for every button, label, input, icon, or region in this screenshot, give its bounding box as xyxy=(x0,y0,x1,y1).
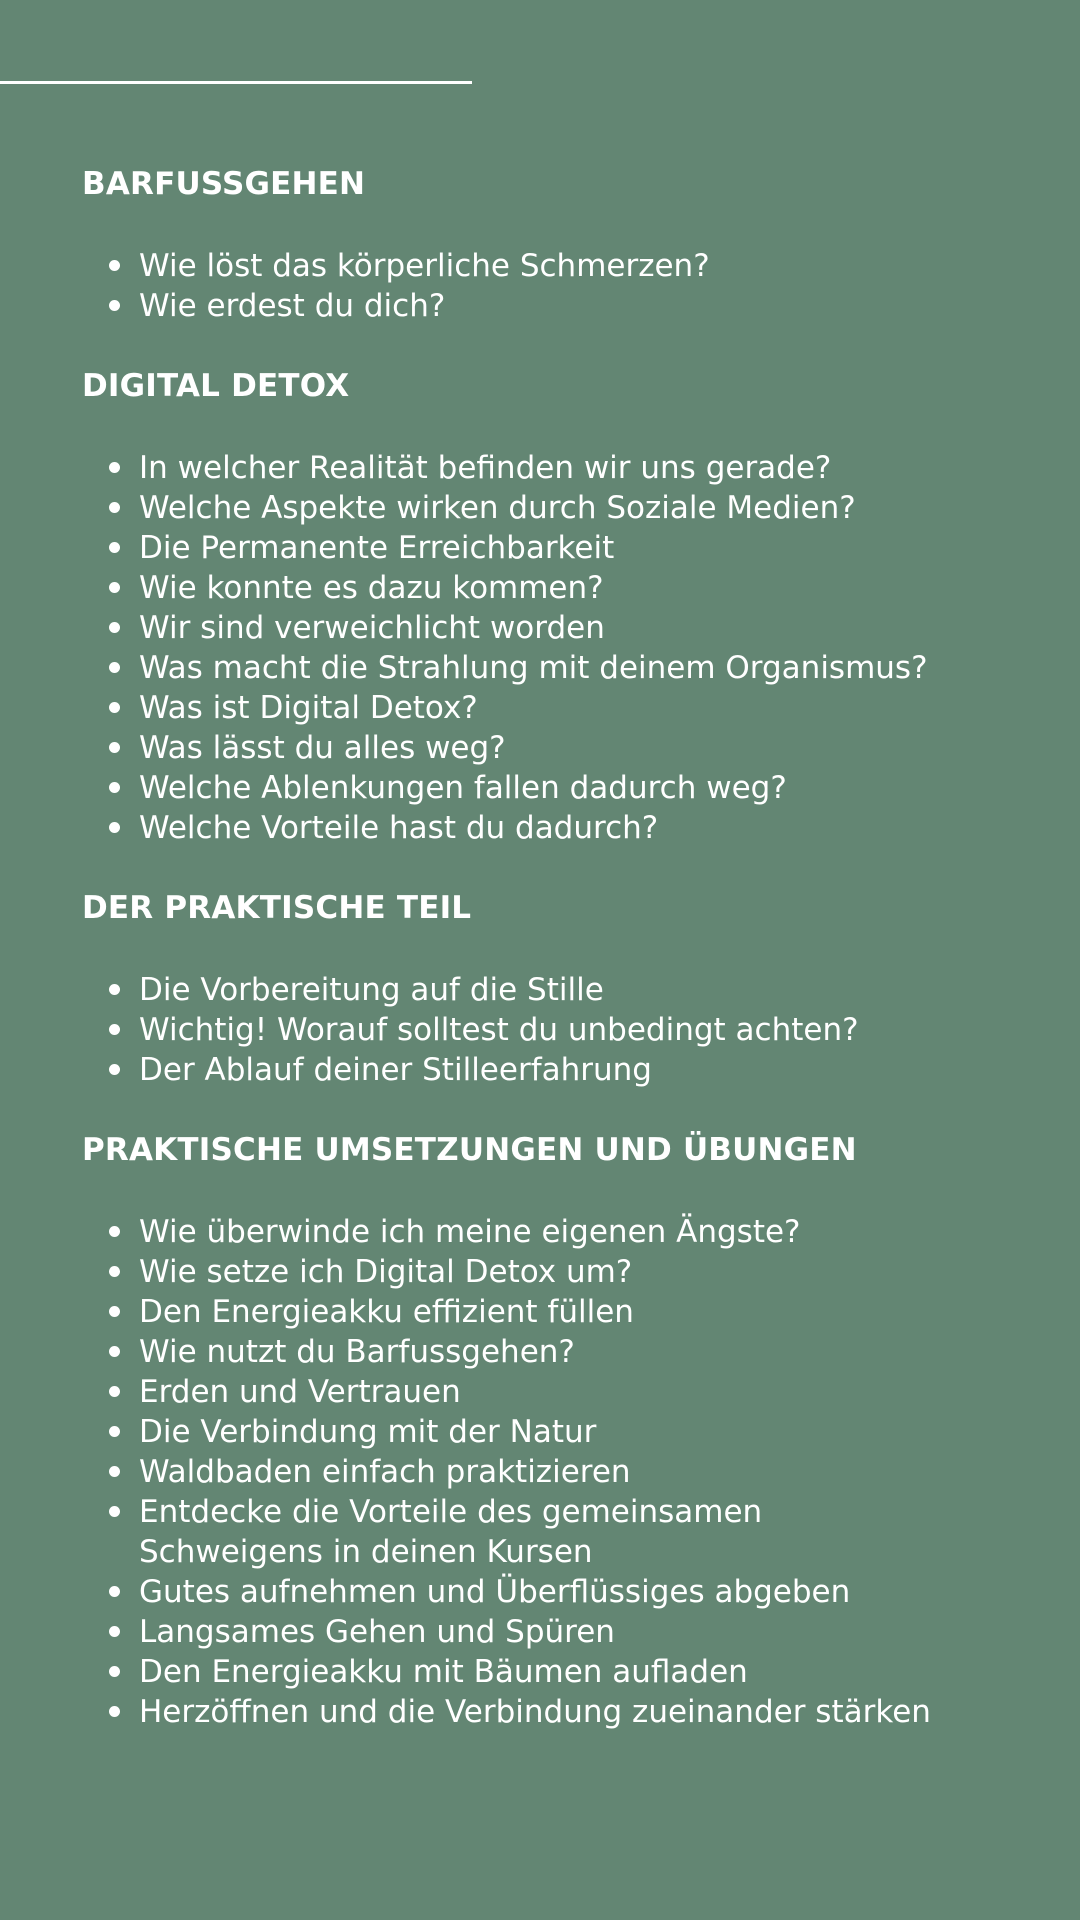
list-item: Entdecke die Vorteile des gemeinsamen Schweigens in deinen Kursen xyxy=(82,1492,829,1572)
list-item: Wie nutzt du Barfussgehen? xyxy=(82,1332,931,1372)
bullet-icon xyxy=(109,782,120,793)
bullet-icon xyxy=(109,1226,120,1237)
bullet-icon xyxy=(109,1626,120,1637)
bullet-icon xyxy=(109,1386,120,1397)
bullet-icon xyxy=(109,260,120,271)
list-item: Waldbaden einfach praktizieren xyxy=(82,1452,931,1492)
list-item: Welche Aspekte wirken durch Soziale Medien? xyxy=(82,488,928,528)
list-item: Welche Ablenkungen fallen dadurch weg? xyxy=(82,768,928,808)
section-list-barfussgehen xyxy=(82,246,710,326)
bullet-icon xyxy=(109,1466,120,1477)
top-divider-line xyxy=(0,81,472,84)
list-item: Wichtig! Worauf solltest du unbedingt achten? xyxy=(82,1010,859,1050)
bullet-icon xyxy=(109,1706,120,1717)
bullet-icon xyxy=(109,1306,120,1317)
bullet-icon xyxy=(109,582,120,593)
section-list-der-praktische-teil xyxy=(82,970,859,1090)
list-item: Langsames Gehen und Spüren xyxy=(82,1612,931,1652)
section-title-praktische-umsetzungen: PRAKTISCHE UMSETZUNGEN UND ÜBUNGEN xyxy=(82,1132,857,1168)
list-item: Was macht die Strahlung mit deinem Organismus? xyxy=(82,648,928,688)
list-item: Die Vorbereitung auf die Stille xyxy=(82,970,859,1010)
section-title-digital-detox: DIGITAL DETOX xyxy=(82,368,350,404)
list-item: Erden und Vertrauen xyxy=(82,1372,931,1412)
list-item: Was lässt du alles weg? xyxy=(82,728,928,768)
list-item: Wir sind verweichlicht worden xyxy=(82,608,928,648)
bullet-icon xyxy=(109,742,120,753)
list-item: Wie setze ich Digital Detox um? xyxy=(82,1252,931,1292)
bullet-icon xyxy=(109,1064,120,1075)
list-item: Die Permanente Erreichbarkeit xyxy=(82,528,928,568)
bullet-icon xyxy=(109,1666,120,1677)
list-item: In welcher Realität befinden wir uns gerade? xyxy=(82,448,928,488)
section-list-digital-detox xyxy=(82,448,928,848)
bullet-icon xyxy=(109,1426,120,1437)
list-item: Was ist Digital Detox? xyxy=(82,688,928,728)
list-item: Wie löst das körperliche Schmerzen? xyxy=(82,246,710,286)
section-title-barfussgehen: BARFUSSGEHEN xyxy=(82,166,366,202)
bullet-icon xyxy=(109,984,120,995)
list-item: Herzöffnen und die Verbindung zueinander stärken xyxy=(82,1692,931,1732)
bullet-icon xyxy=(109,502,120,513)
bullet-icon xyxy=(109,702,120,713)
list-item: Der Ablauf deiner Stilleerfahrung xyxy=(82,1050,859,1090)
bullet-icon xyxy=(109,462,120,473)
list-item: Den Energieakku mit Bäumen aufladen xyxy=(82,1652,931,1692)
bullet-icon xyxy=(109,1024,120,1035)
list-item: Welche Vorteile hast du dadurch? xyxy=(82,808,928,848)
list-item: Den Energieakku effizient füllen xyxy=(82,1292,931,1332)
bullet-icon xyxy=(109,1586,120,1597)
list-item: Wie konnte es dazu kommen? xyxy=(82,568,928,608)
bullet-icon xyxy=(109,300,120,311)
bullet-icon xyxy=(109,662,120,673)
list-item: Die Verbindung mit der Natur xyxy=(82,1412,931,1452)
bullet-icon xyxy=(109,822,120,833)
list-item: Gutes aufnehmen und Überflüssiges abgeben xyxy=(82,1572,931,1612)
bullet-icon xyxy=(109,542,120,553)
bullet-icon xyxy=(109,1506,120,1517)
list-item: Wie überwinde ich meine eigenen Ängste? xyxy=(82,1212,931,1252)
bullet-icon xyxy=(109,622,120,633)
list-item: Wie erdest du dich? xyxy=(82,286,710,326)
bullet-icon xyxy=(109,1346,120,1357)
bullet-icon xyxy=(109,1266,120,1277)
section-title-der-praktische-teil: DER PRAKTISCHE TEIL xyxy=(82,890,472,926)
section-list-praktische-umsetzungen xyxy=(82,1212,931,1732)
